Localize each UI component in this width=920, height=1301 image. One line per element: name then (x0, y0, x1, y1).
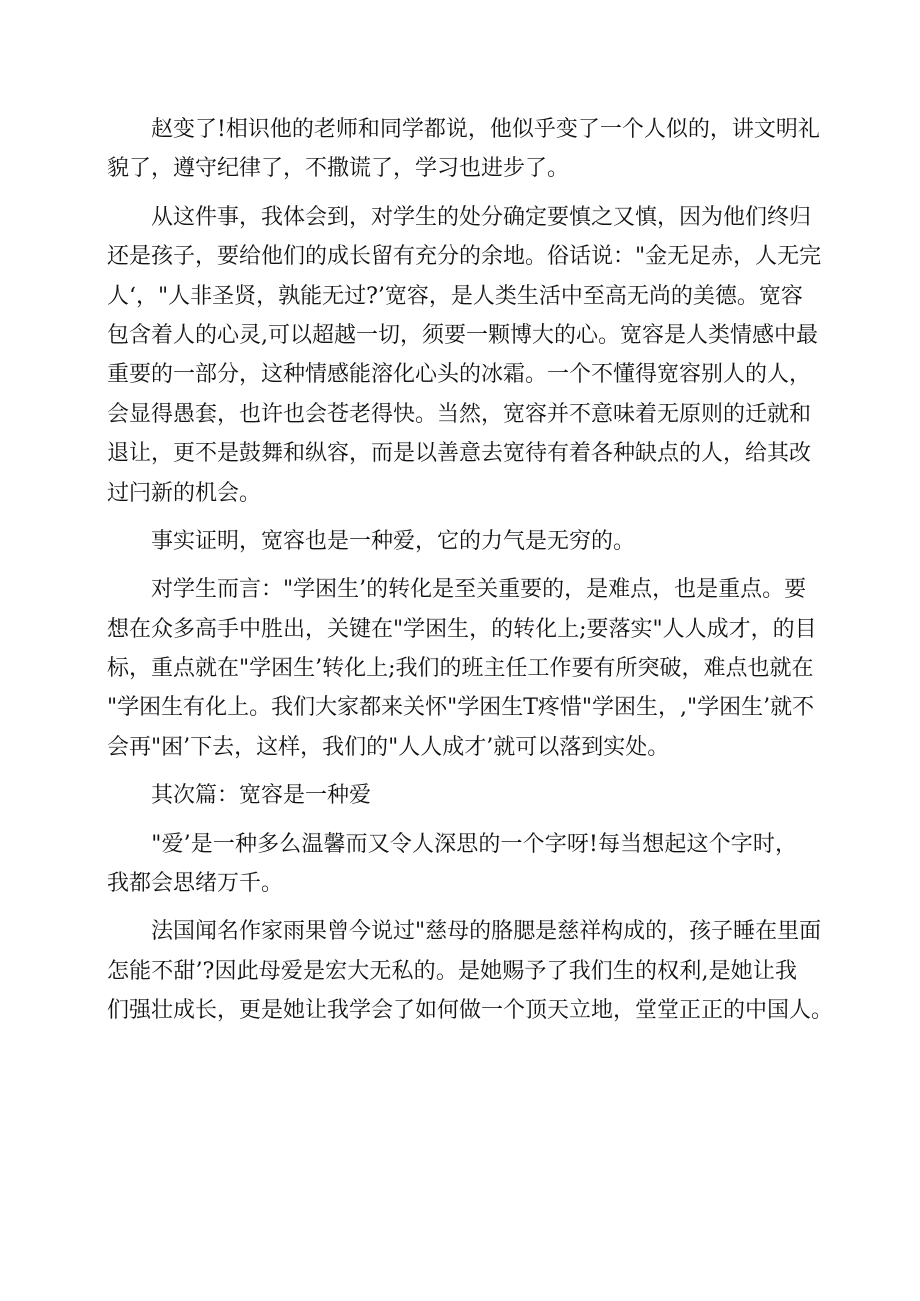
text-line: 人‘，"人非圣贤，孰能无过?’宽容，是人类生活中至高无尚的美德。宽容 (107, 283, 803, 309)
text-line: 从这件事，我体会到，对学生的处分确定要慎之又慎，因为他们终归 (107, 204, 812, 230)
paragraph (107, 825, 797, 904)
text-line: 会显得愚套，也许也会苍老得快。当然，宽容并不意味着无原则的迁就和 (107, 401, 812, 427)
text-line: 对学生而言："学困生’的转化是至关重要的，是难点，也是重点。要 (107, 577, 807, 603)
text-line: 包含着人的心灵,可以超越一切，须要一颗博大的心。宽容是人类情感中最 (107, 322, 818, 348)
text-line: 貌了，遵守纪律了，不撒谎了，学习也进步了。 (107, 156, 570, 182)
text-line: "学困生有化上。我们大家都来关怀"学困生T疼惜"学困生，,"学困生’就不 (107, 695, 815, 721)
paragraph (107, 912, 834, 1030)
text-line: 退让，更不是鼓舞和纵容，而是以善意去宽待有着各种缺点的人，给其改 (107, 441, 812, 467)
text-line: 标，重点就在"学困生’转化上;我们的班主任工作要有所突破，难点也就在 (107, 656, 814, 682)
text-line: 赵变了!相识他的老师和同学都说，他似乎变了一个人似的，讲文明礼 (107, 117, 820, 142)
text-line: 想在众多高手中胜出，关键在"学困生，的转化上;要落实"人人成才，的目 (107, 616, 817, 642)
text-line: 我都会思绪万千。 (107, 871, 284, 897)
text-line: 会再"困’下去，这样，我们的"人人成才’就可以落到实处。 (107, 734, 670, 760)
paragraph (107, 522, 797, 561)
text-line: 事实证明，宽容也是一种爱，它的力气是无穷的。 (107, 528, 636, 554)
paragraph (107, 198, 822, 513)
text-line: "爱’是一种多么温馨而又令人深思的一个字呀!每当想起这个字时， (107, 831, 797, 857)
text-line: 其次篇：宽容是一种爱 (107, 783, 372, 809)
section-heading (107, 776, 797, 815)
text-line: 们强壮成长，更是她让我学会了如何做一个顶天立地，堂堂正正的中国人。 (107, 998, 834, 1024)
text-line: 还是孩子，要给他们的成长留有充分的余地。俗话说："金无足赤，人无完 (107, 244, 822, 270)
text-line: 法国闻名作家雨果曾今说过"慈母的胳腮是慈祥构成的，孩子睡在里面 (107, 919, 822, 945)
text-line: 重要的一部分，这种情感能溶化心头的冰霜。一个不懂得宽容别人的人， (107, 362, 812, 388)
paragraph (107, 110, 820, 189)
text-line: 怎能不甜’?因此母爱是宏大无私的。是她赐予了我们生的权利,是她让我 (107, 958, 797, 984)
paragraph (107, 570, 817, 767)
document-body (107, 110, 834, 1031)
text-line: 过闩新的机会。 (107, 480, 262, 506)
